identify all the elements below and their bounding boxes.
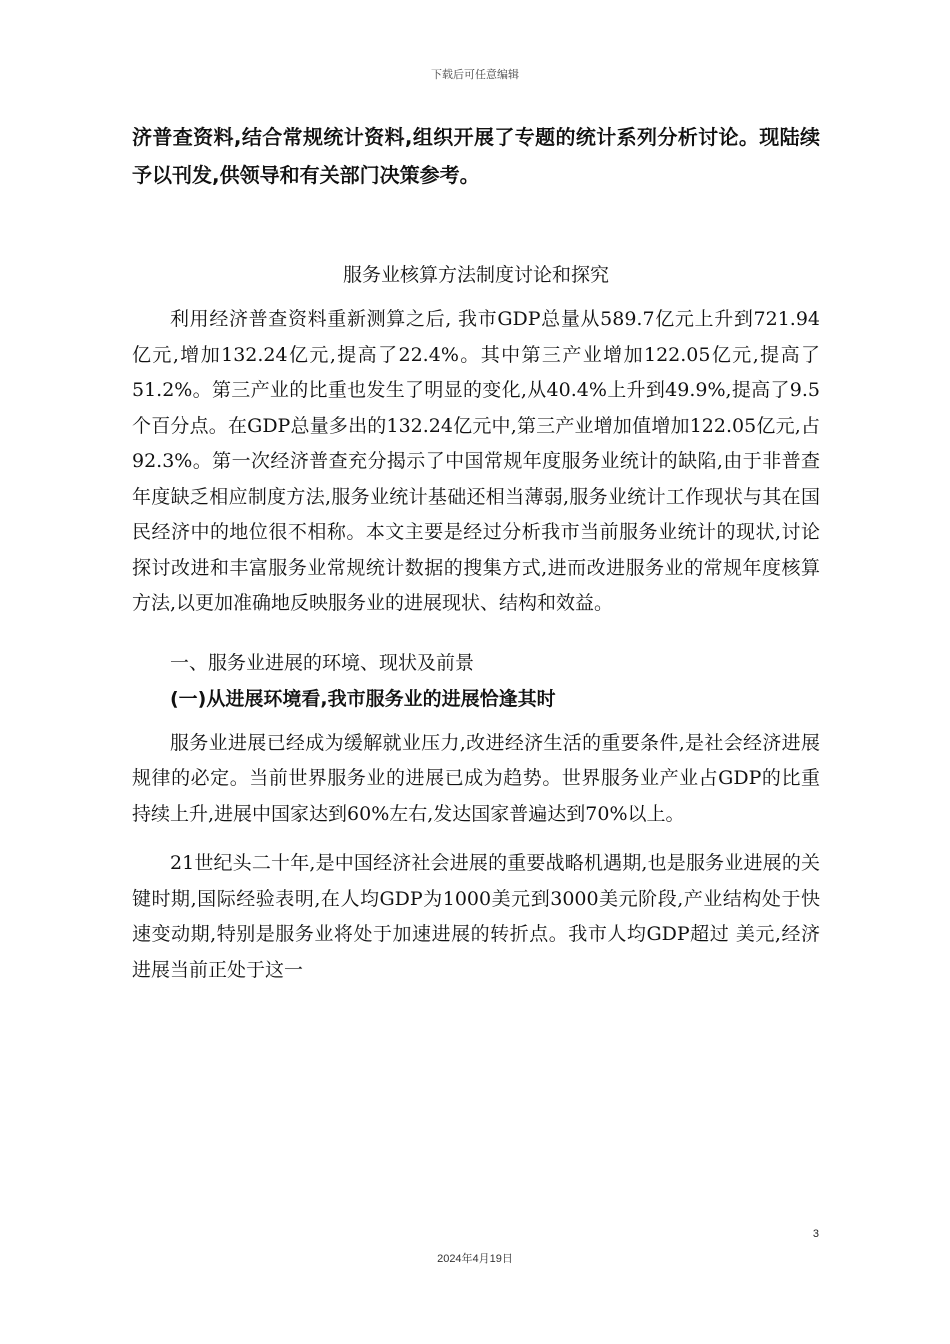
page-number: 3 (812, 1228, 819, 1240)
body-paragraph-3: 21世纪头二十年,是中国经济社会进展的重要战略机遇期,也是服务业进展的关键时期,国际经验表明,在人均GDP为1000美元到3000美元阶段,产业结构处于快速变动期,特别是服务业将处于加速进展的转折点。我市人均GDP超过 美元,经济进展当前正处于这一 (132, 852, 820, 981)
body-paragraph-2: 服务业进展已经成为缓解就业压力,改进经济生活的重要条件,是社会经济进展规律的必定。当前世界服务业的进展已成为趋势。世界服务业产业占GDP的比重持续上升,进展中国家达到60%左右,发达国家普遍达到70%以上。 (132, 731, 820, 825)
subsection-heading-1: (一)从进展环境看,我市服务业的进展恰逢其时 (170, 687, 556, 710)
intro-paragraph: 济普查资料,结合常规统计资料,组织开展了专题的统计系列分析讨论。现陆续予以刊发,供领导和有关部门决策参考。 (132, 125, 820, 187)
body-paragraph-1: 利用经济普查资料重新测算之后, 我市GDP总量从589.7亿元上升到721.94亿元,增加132.24亿元,提高了22.4%。其中第三产业增加122.05亿元,提高了51.2%。第三产业的比重也发生了明显的变化,从40.4%上升到49.9%,提高了9.5个百分点。在GDP总量多出的132.24亿元中,第三产业增加值增加122.05亿元,占92.3%。第一次经济普查充分揭示了中国常规年度服务业统计的缺陷,由于非普查年度缺乏相应制度方法,服务业统计基础还相当薄弱,服务业统计工作现状与其在国民经济中的地位很不相称。本文主要是经过分析我市当前服务业统计的现状,讨论探讨改进和丰富服务业常规统计数据的搜集方式,进而改进服务业的常规年度核算方法,以更加准确地反映服务业的进展现状、结构和效益。 (132, 308, 820, 614)
page-footer (0, 1250, 950, 1266)
document-body (132, 118, 820, 988)
footer-date: 2024年4月19日 (437, 1253, 513, 1265)
page-header (0, 66, 950, 82)
header-text: 下载后可任意编辑 (431, 69, 519, 81)
section-heading-1: 一、服务业进展的环境、现状及前景 (170, 651, 475, 674)
article-title: 服务业核算方法制度讨论和探究 (342, 264, 609, 286)
